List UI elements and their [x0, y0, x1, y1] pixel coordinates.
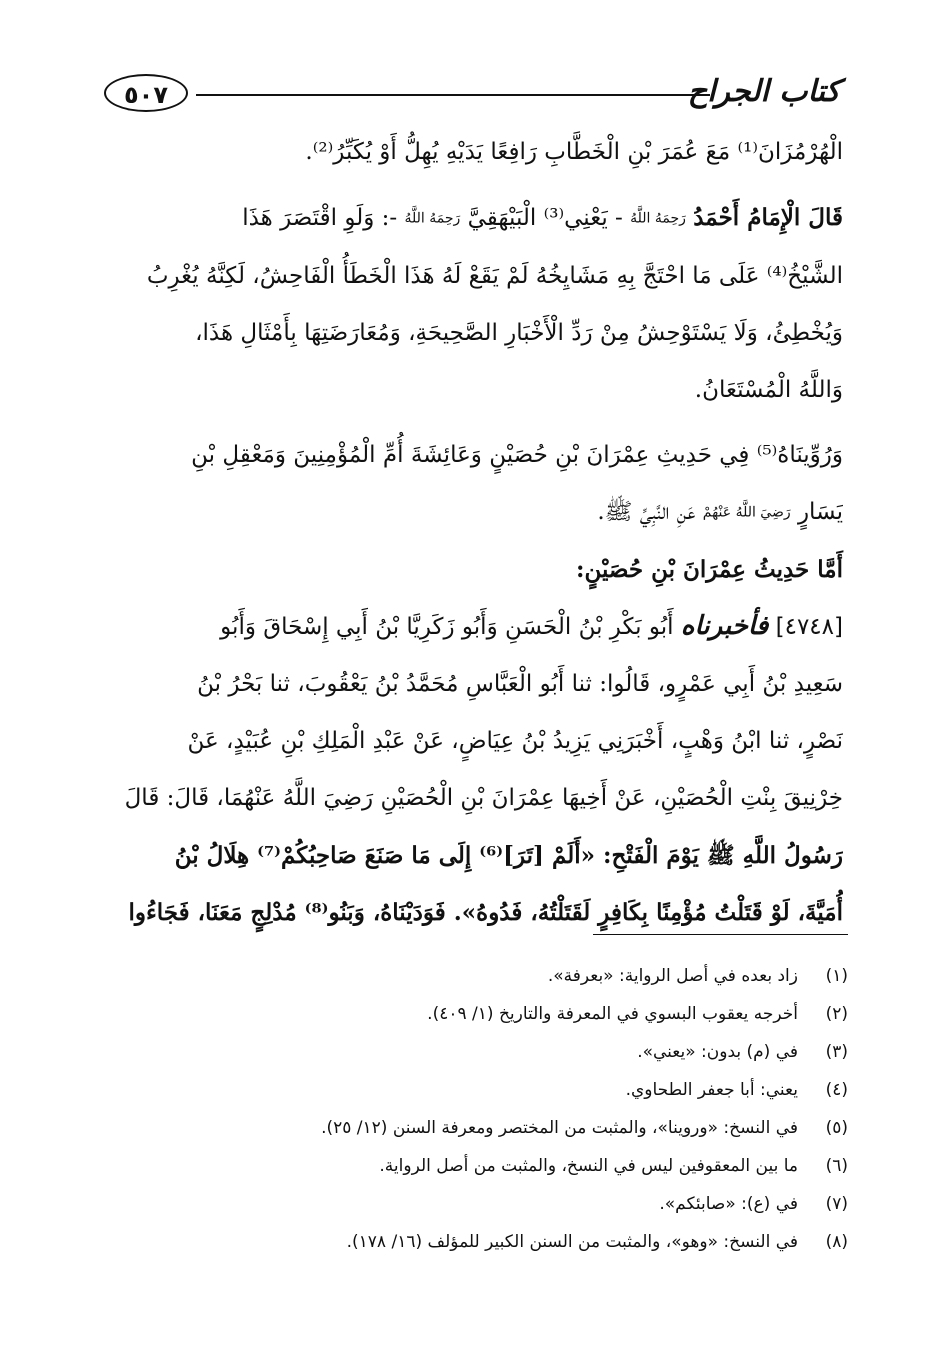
footnote-text: في النسخ: «وروينا»، والمثبت من المختصر ومعرفة السنن (١٢/ ٢٥). [321, 1118, 798, 1138]
text-line: الْهُرْمُزَانَ⁽¹⁾ مَعَ عُمَرَ بْنِ الْخَطَّابِ رَافِعًا يَدَيْهِ يُهِلُّ أَوْ يُكَبِّرُ⁽²⁾. [305, 139, 843, 165]
page-header [100, 70, 840, 116]
footnote [98, 1033, 848, 1071]
footnote-number: (٥) [825, 1118, 848, 1138]
footnote-number: (٨) [825, 1232, 848, 1252]
footnote [98, 1109, 848, 1147]
footnotes [98, 957, 848, 1261]
text-line: رَسُولُ اللَّهِ ﷺ يَوْمَ الْفَتْحِ: «أَلَمْ [تَرَ]⁽⁶⁾ إِلَى مَا صَنَعَ صَاحِبُكُمْ⁽⁷⁾ هِلَالُ بْنُ [174, 842, 843, 869]
text-line: وَاللَّهُ الْمُسْتَعَانُ. [694, 376, 843, 403]
footnote [98, 995, 848, 1033]
text-line: سَعِيدِ بْنُ أَبِي عَمْرٍو، قَالُوا: ثنا أَبُو الْعَبَّاسِ مُحَمَّدُ بْنُ يَعْقُوبَ، ثنا بَحْرُ بْنُ [197, 671, 843, 697]
honorific: رَحِمَهُ اللَّهُ [630, 210, 686, 227]
text-line: وَرُوِّينَاهُ⁽⁵⁾ فِي حَدِيثِ عِمْرَانَ بْنِ حُصَيْنٍ وَعَائِشَةَ أُمِّ الْمُؤْمِنِينَ وَمَعْقِلِ بْنِ [191, 441, 843, 468]
footnote-number: (١) [825, 966, 848, 986]
footnote-text: في النسخ: «وهو»، والمثبت من السنن الكبير للمؤلف (١٦/ ١٧٨). [346, 1232, 798, 1252]
footnote-text: يعني: أبا جعفر الطحاوي. [625, 1080, 798, 1100]
book-title: كتاب الجراح [687, 74, 840, 109]
footnote-number: (٧) [825, 1194, 848, 1214]
text-line: نَصْرٍ، ثنا ابْنُ وَهْبٍ، أَخْبَرَنِي يَزِيدُ بْنُ عِيَاضٍ، عَنْ عَبْدِ الْمَلِكِ بْنِ عُبَيْدٍ، عَنْ [187, 728, 843, 754]
text-line: الشَّيْخُ⁽⁴⁾ عَلَى مَا احْتَجَّ بِهِ مَشَايِخُهُ لَمْ يَقَعْ لَهُ هَذَا الْخَطَأُ الْفَاحِشُ، لَكِنَّهُ يُغْرِبُ [146, 262, 843, 289]
paragraph-2 [98, 189, 843, 419]
footnote-number: (٢) [825, 1004, 848, 1024]
fakhbarana-label: فأخبرناه [680, 611, 769, 641]
footnote-text: ما بين المعقوفين ليس في النسخ، والمثبت من أصل الرواية. [379, 1156, 798, 1176]
honorific: ﷺ [604, 498, 633, 525]
footnote [98, 1147, 848, 1185]
paragraph-1 [98, 124, 843, 181]
text-segment: - يَعْنِي⁽³⁾ الْبَيْهَقِيَّ [467, 205, 623, 231]
footnote-number: (٤) [825, 1080, 848, 1100]
text-line: أُمَيَّةَ، لَوْ قَتَلْتُ مُؤْمِنًا بِكَافِرٍ لَقَتَلْتُهُ، فَدُوهُ». فَوَدَيْنَاهُ، وَبَنُو⁽⁸⁾ مُدْلِجٍ مَعَنَا، فَجَاءُوا [128, 899, 843, 926]
footnote-text: أخرجه يعقوب البسوي في المعرفة والتاريخ (١/ ٤٠٩). [427, 1004, 798, 1024]
hadith-number: [٤٧٤٨] [775, 614, 843, 640]
footnote-text: في (م) بدون: «يعني». [637, 1042, 798, 1062]
footnote-separator [593, 934, 848, 935]
text-segment: -: وَلَوِ اقْتَصَرَ هَذَا [242, 205, 398, 231]
footnote [98, 1223, 848, 1261]
footnote-number: (٦) [825, 1156, 848, 1176]
text-segment: يَسَارٍ [797, 498, 843, 525]
main-text [98, 124, 843, 941]
footnote [98, 1185, 848, 1223]
text-line [98, 598, 843, 656]
text-line [98, 189, 843, 248]
page-number: ٥٠٧ [104, 74, 188, 112]
footnote-text: زاد بعده في أصل الرواية: «بعرفة». [547, 966, 798, 986]
text-segment: أَبُو بَكْرِ بْنُ الْحَسَنِ وَأَبُو زَكَرِيَّا بْنُ أَبِي إِسْحَاقَ وَأَبُو [220, 614, 674, 640]
honorific: رَضِيَ اللَّهُ عَنْهُمْ [702, 504, 791, 520]
text-line: وَيُخْطِئُ، وَلَا يَسْتَوْحِشُ مِنْ رَدِّ الْأَخْبَارِ الصَّحِيحَةِ، وَمُعَارَضَتِهَا بِأَمْثَالِ هَذَا، [195, 319, 843, 346]
text-line: خِرْنِيقَ بِنْتِ الْحُصَيْنِ، عَنْ أَخِيهَا عِمْرَانَ بْنِ الْحُصَيْنِ رَضِيَ اللَّهُ عَنْهُمَا، قَالَ: قَالَ [124, 785, 843, 811]
footnote [98, 1071, 848, 1109]
paragraph-4 [98, 598, 843, 941]
honorific: رَحِمَهُ اللَّهُ [404, 210, 461, 227]
paragraph-3 [98, 427, 843, 542]
section-heading: أَمَّا حَدِيثُ عِمْرَانَ بْنِ حُصَيْنٍ: [575, 556, 843, 583]
text-line: يَسَارٍ رَضِيَ اللَّهُ عَنْهُمْ عَنِ النَّبِيِّ ﷺ. [597, 498, 843, 525]
text-segment: عَنِ النَّبِيِّ [639, 498, 696, 525]
header-rule [196, 94, 710, 96]
footnote-number: (٣) [825, 1042, 848, 1062]
footnote-text: في (ع): «صابئكم». [659, 1194, 798, 1214]
imam-lead: قَالَ الْإِمَامُ أَحْمَدُ [693, 204, 843, 231]
footnote [98, 957, 848, 995]
